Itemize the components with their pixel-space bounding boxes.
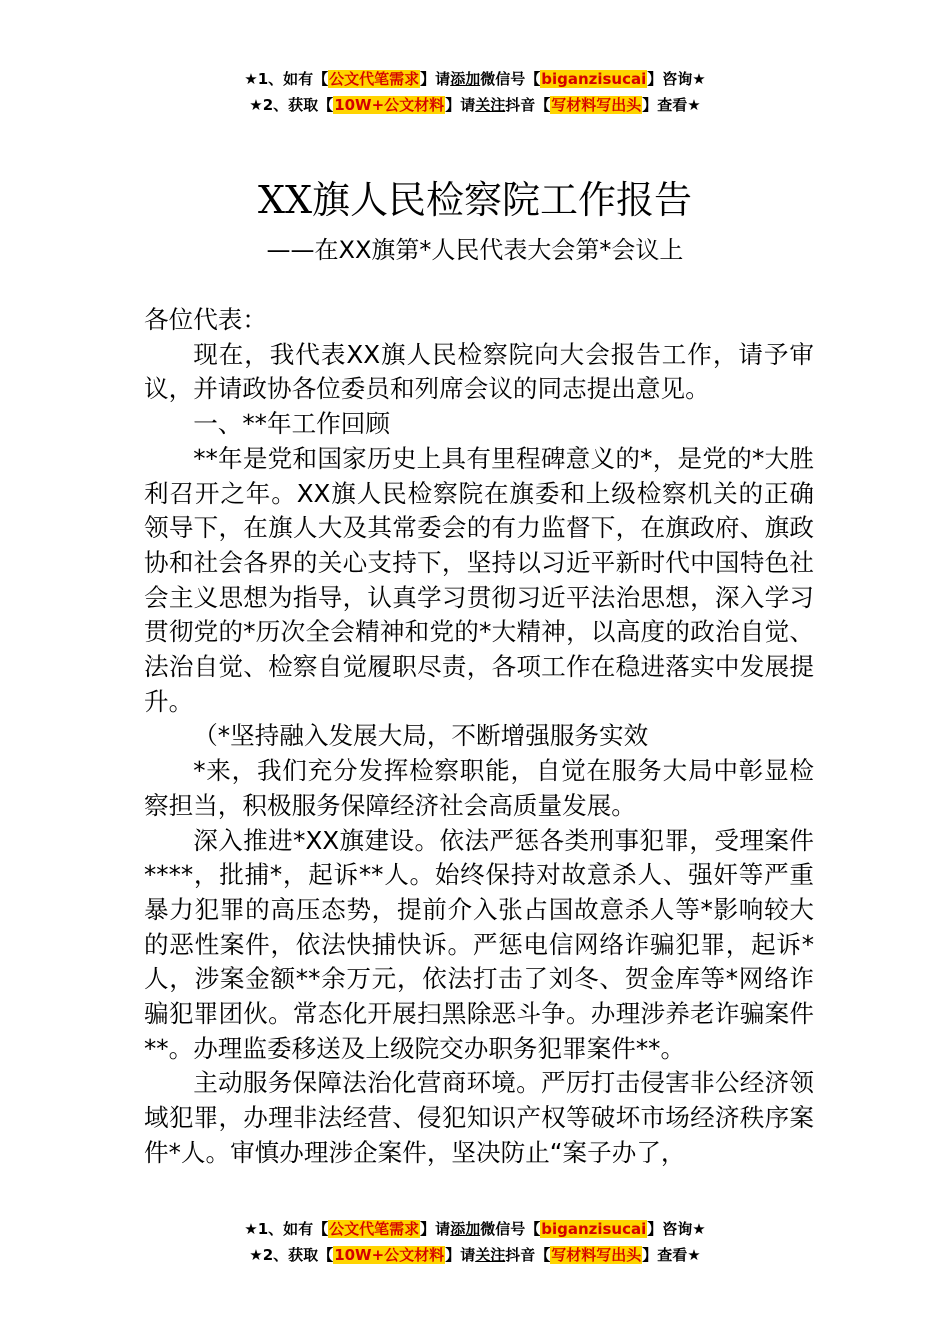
- banner-text: 】请: [445, 96, 476, 114]
- banner-highlight: 公文代笔需求: [329, 1220, 420, 1238]
- banner-text: ★2、获取【: [249, 96, 334, 114]
- banner-text: ★2、获取【: [249, 1246, 334, 1264]
- banner-text: ★1、如有【: [244, 1220, 329, 1238]
- banner-text: 】咨询★: [647, 70, 706, 88]
- header-banner: [0, 66, 950, 118]
- paragraph: 主动服务保障法治化营商环境。严厉打击侵害非公经济领域犯罪，办理非法经营、侵犯知识产权等破坏市场经济秩序案件*人。审慎办理涉企案件，坚决防止“案子办了，: [144, 1068, 814, 1167]
- banner-line-1: [0, 66, 950, 92]
- banner-underline: 关注: [475, 1246, 506, 1264]
- banner-underline: 添加: [450, 1220, 481, 1238]
- banner-text: 抖音【: [505, 96, 551, 114]
- banner-underline: 关注: [475, 96, 506, 114]
- banner-text: 】请: [420, 70, 451, 88]
- document-title: XX旗人民检察院工作报告: [257, 178, 693, 222]
- paragraph: 深入推进*XX旗建设。依法严惩各类刑事犯罪，受理案件****，批捕*，起诉**人。始终保持对故意杀人、强奸等严重暴力犯罪的高压态势，提前介入张占国故意杀人等*影响较大的恶性案件，依法快捕快诉。严惩电信网络诈骗犯罪，起诉*人，涉案金额**余万元，依法打击了刘冬、贺金库等*网络诈骗犯罪团伙。常态化开展扫黑除恶斗争。办理涉养老诈骗案件**。办理监委移送及上级院交办职务犯罪案件**。: [144, 825, 814, 1063]
- banner-line-2: [0, 1242, 950, 1268]
- banner-text: 】请: [445, 1246, 476, 1264]
- banner-text: 微信号【: [480, 70, 541, 88]
- banner-text: 】查看★: [642, 96, 701, 114]
- banner-text: 】咨询★: [647, 1220, 706, 1238]
- banner-text: 】查看★: [642, 1246, 701, 1264]
- section-heading: 一、**年工作回顾: [193, 409, 390, 439]
- banner-highlight: 10W+公文材料: [334, 1246, 445, 1264]
- banner-text: 微信号【: [480, 1220, 541, 1238]
- banner-line-1: [0, 1216, 950, 1242]
- subsection-heading: （*坚持融入发展大局，不断增强服务实效: [193, 721, 649, 751]
- banner-highlight: 写材料写出头: [551, 96, 642, 114]
- banner-text: ★1、如有【: [244, 70, 329, 88]
- banner-text: 】请: [420, 1220, 451, 1238]
- banner-underline: 添加: [450, 70, 481, 88]
- footer-banner: [0, 1216, 950, 1268]
- document-body: [144, 303, 814, 1171]
- banner-highlight: 写材料写出头: [551, 1246, 642, 1264]
- salutation: 各位代表：: [144, 305, 267, 334]
- paragraph: 现在，我代表XX旗人民检察院向大会报告工作，请予审议，并请政协各位委员和列席会议的同志提出意见。: [144, 339, 814, 404]
- banner-line-2: [0, 92, 950, 118]
- banner-highlight: biganzisucai: [541, 70, 647, 88]
- banner-highlight: 公文代笔需求: [329, 70, 420, 88]
- banner-text: 抖音【: [505, 1246, 551, 1264]
- paragraph: **年是党和国家历史上具有里程碑意义的*，是党的*大胜利召开之年。XX旗人民检察院在旗委和上级检察机关的正确领导下，在旗人大及其常委会的有力监督下，在旗政府、旗政协和社会各界的关心支持下，坚持以习近平新时代中国特色社会主义思想为指导，认真学习贯彻习近平法治思想，深入学习贯彻党的*历次全会精神和党的*大精神，以高度的政治自觉、法治自觉、检察自觉履职尽责，各项工作在稳进落实中发展提升。: [144, 443, 814, 716]
- document-subtitle: ——在XX旗第*人民代表大会第*会议上: [266, 236, 684, 264]
- banner-highlight: biganzisucai: [541, 1220, 647, 1238]
- banner-highlight: 10W+公文材料: [334, 96, 445, 114]
- paragraph: *来，我们充分发挥检察职能，自觉在服务大局中彰显检察担当，积极服务保障经济社会高质量发展。: [144, 756, 814, 820]
